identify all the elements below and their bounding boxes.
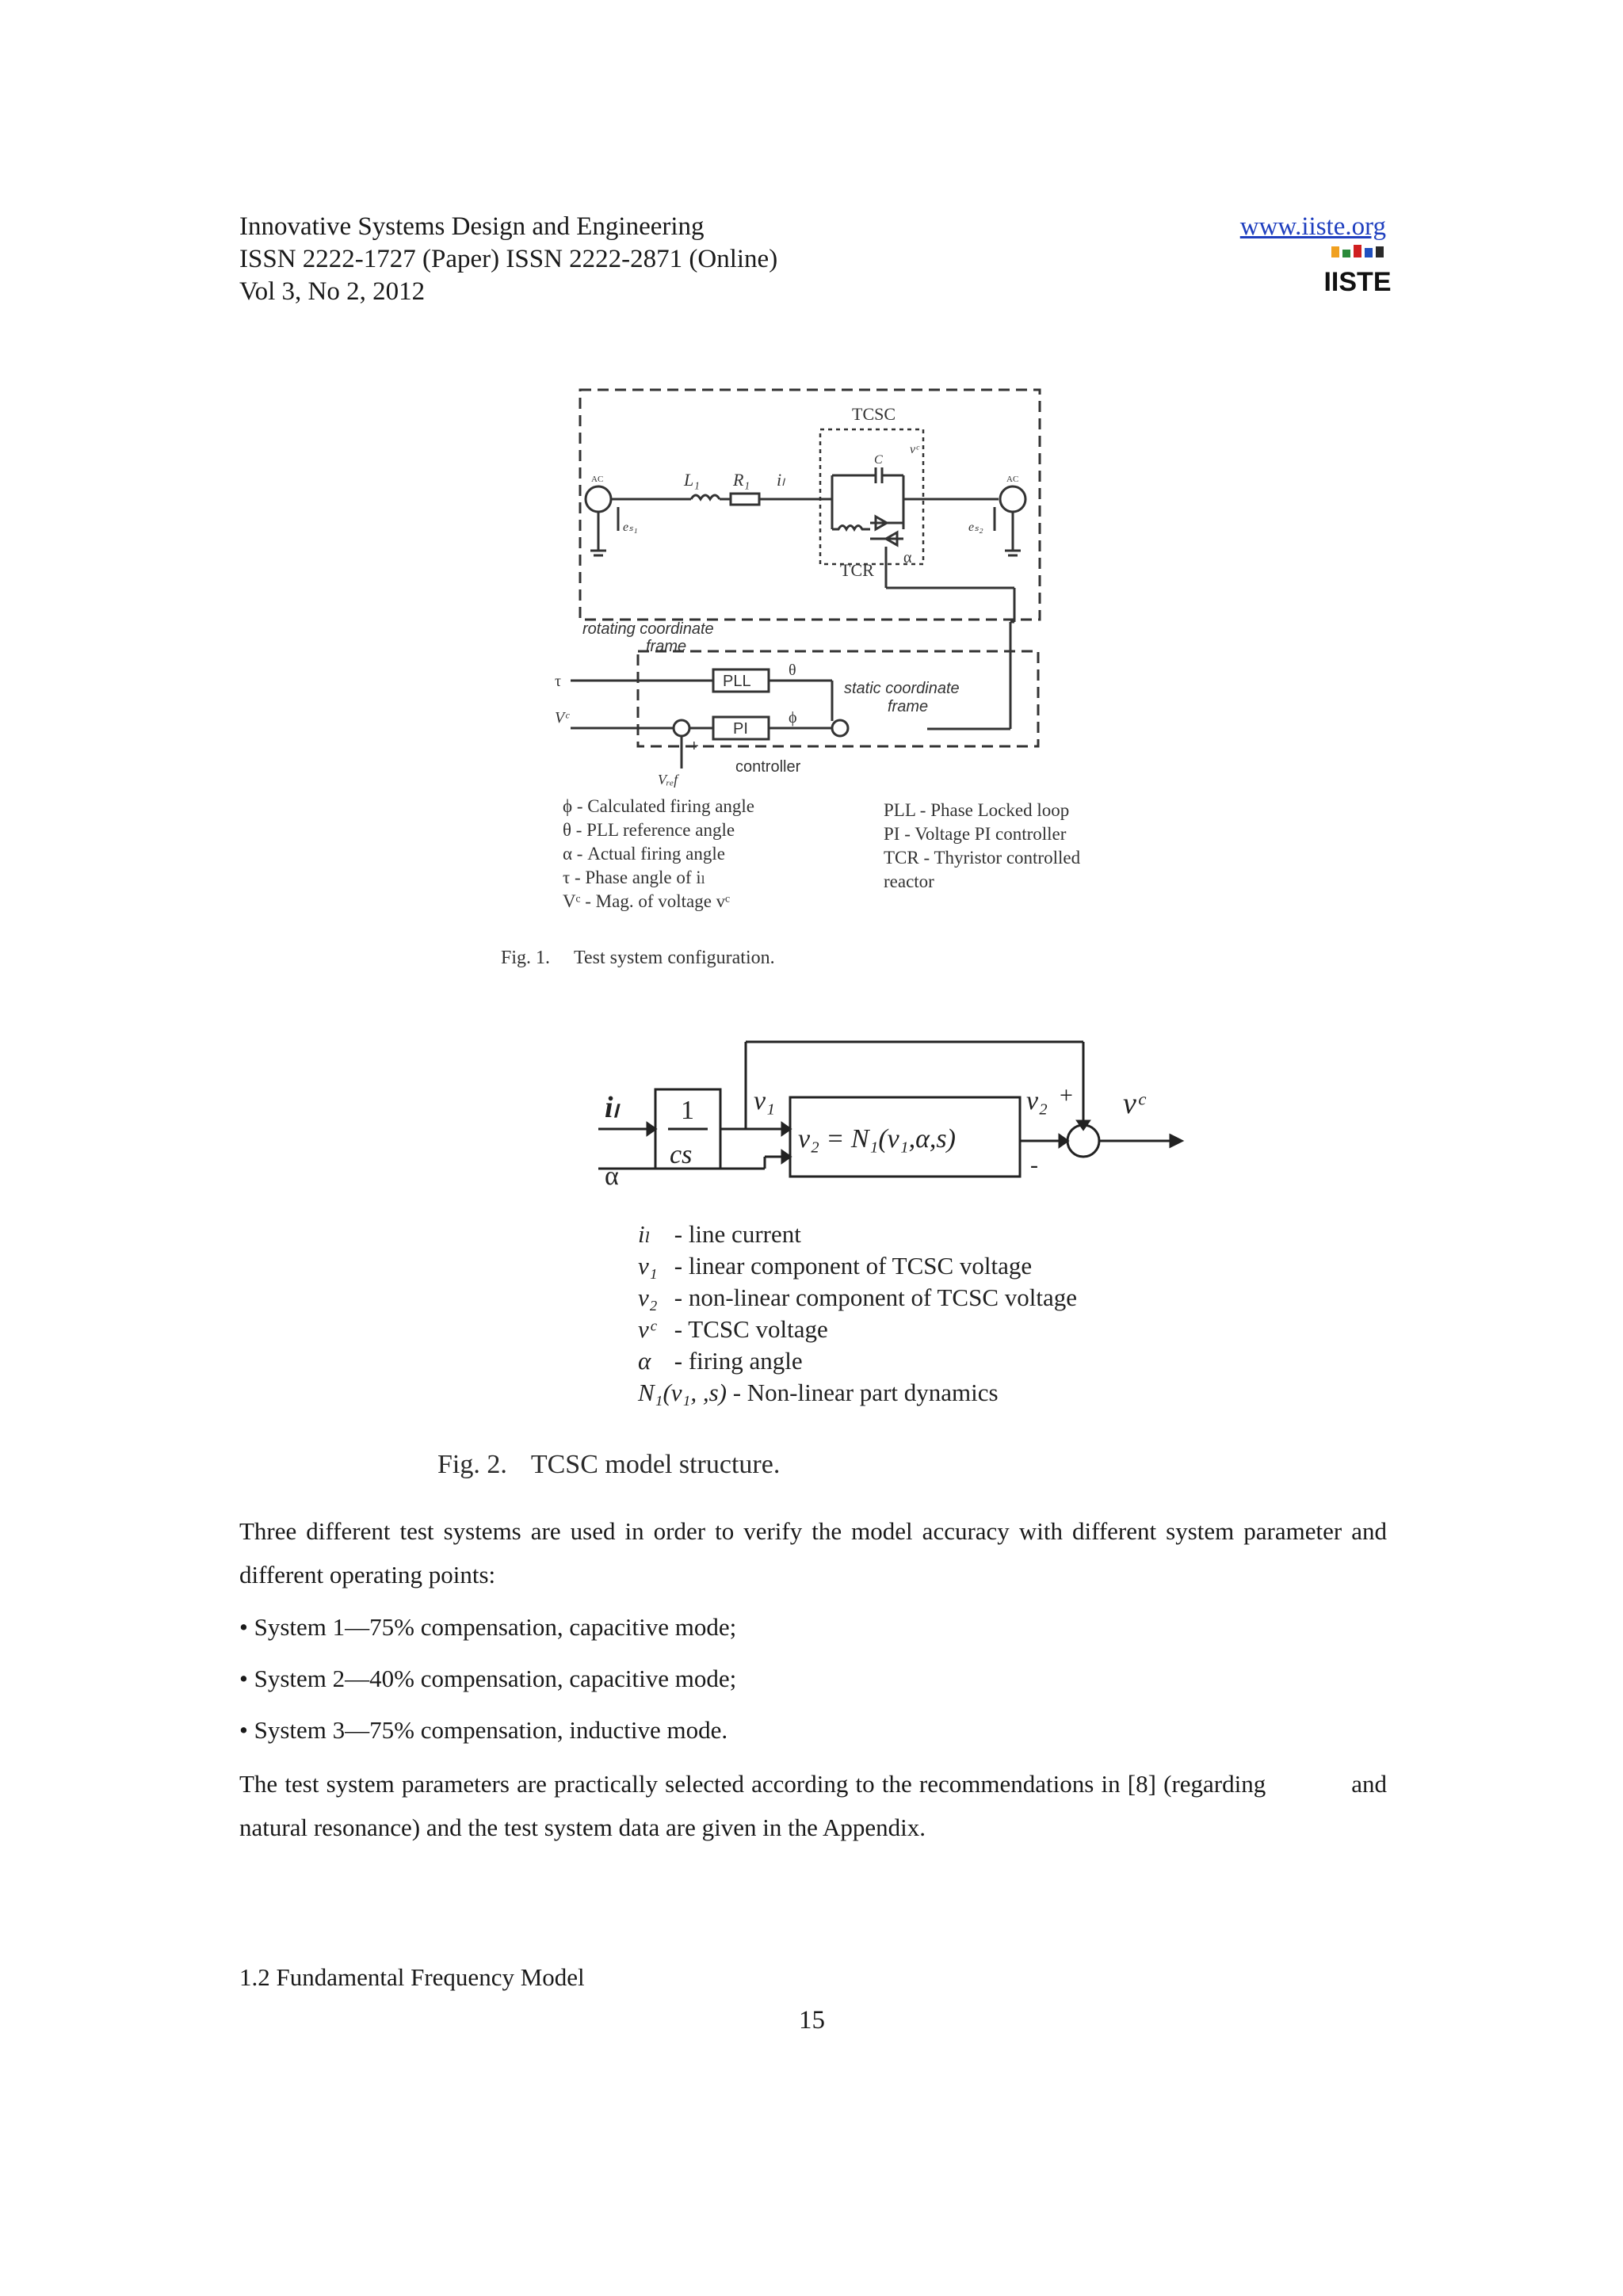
journal-volume: Vol 3, No 2, 2012 [239,277,426,306]
fig1-tcsc-label: TCSC [852,404,896,424]
legend-text: - linear component of TCSC voltage [668,1252,1033,1280]
fig1-tau-label: τ [555,673,562,690]
journal-header [239,211,777,308]
fig1-vc-input-label: Vᶜ [555,709,569,727]
fig1-il-label: iₗ [777,470,785,490]
legend-item: reactor [884,871,934,891]
iiste-logo [1323,245,1392,297]
fig2-v1-label: v₁ [754,1086,775,1116]
legend-symbol: N₁(v₁, ,s) [638,1379,727,1406]
legend-item [638,1377,1077,1409]
fig1-r1-label: R₁ [733,470,750,490]
fig1-legend-left [563,795,754,913]
fig2-il-input: iₗ [605,1091,618,1124]
fig1-c-label: C [874,453,883,467]
fig2-caption-text: TCSC model structure. [530,1450,781,1479]
legend-text: - line current [668,1220,801,1248]
legend-symbol: vᶜ [638,1315,655,1343]
legend-item: ϕ - Calculated firing angle [563,796,755,816]
legend-item [638,1345,1077,1377]
fig2-legend [638,1219,1077,1409]
bullet-system-3: • System 3—75% compensation, inductive mode. [239,1716,728,1744]
legend-item [638,1282,1077,1314]
fig1-es1-label: eₛ₁ [623,521,638,534]
journal-issn: ISSN 2222-1727 (Paper) ISSN 2222-2871 (Online) [239,245,778,273]
paragraph-parameters-part-1: The test system parameters are practically selected according to the recommendations in [8] (regarding [239,1770,1266,1798]
fig1-caption [501,948,775,969]
fig1-es2-label: eₛ₂ [968,521,983,534]
legend-symbol: iₗ [638,1220,651,1248]
legend-item: PI - Voltage PI controller [884,824,1067,844]
fig1-minus-sign: - [672,738,678,755]
figure-1-test-system [555,380,1062,788]
legend-item [638,1314,1077,1345]
fig1-static-label-2: frame [888,698,929,715]
figure-2-model-structure [598,1030,1201,1204]
bullet-system-2: • System 2—40% compensation, capacitive mode; [239,1665,737,1692]
legend-item [638,1250,1077,1282]
fig2-vc-output: vᶜ [1123,1087,1144,1120]
journal-title: Innovative Systems Design and Engineering [239,212,705,241]
fig1-legend-right [884,799,1080,894]
fig2-plus-sign: + [1060,1082,1073,1108]
fig1-alpha-label: α [903,549,912,566]
fig1-pi-block: PI [733,720,748,738]
fig1-pll-block: PLL [723,673,751,690]
legend-text: - non-linear component of TCSC voltage [668,1283,1077,1311]
fig1-vref-label: Vᵣₑf [658,772,678,788]
legend-item: TCR - Thyristor controlled [884,848,1081,868]
fig1-caption-number: Fig. 1. [501,948,551,968]
fig2-alpha-input: α [605,1161,619,1191]
fig1-rotating-label-2: frame [646,638,687,655]
legend-text: - firing angle [668,1347,803,1375]
legend-symbol: v₂ [638,1283,658,1311]
legend-item: PLL - Phase Locked loop [884,800,1070,820]
fig1-caption-text: Test system configuration. [574,948,775,968]
section-heading: 1.2 Fundamental Frequency Model [239,1963,585,1991]
fig2-nonlinear-block: v₂ = N₁(v₁,α,s) [798,1124,956,1154]
fig1-vc-label: vᶜ [910,443,919,456]
legend-symbol: v₁ [638,1252,658,1280]
fig2-block-numerator: 1 [681,1096,694,1125]
paragraph-parameters [239,1762,1387,1849]
fig1-ac1-label: AC [591,475,604,484]
fig1-static-label: static coordinate [844,680,960,697]
page-number: 15 [799,2006,825,2035]
fig2-caption [437,1450,780,1480]
paragraph-parameters-part-2: and natural resonance) and the test system data are given in the Appendix. [239,1770,1387,1841]
paragraph-test-systems: Three different test systems are used in order to verify the model accuracy with different system parameter and different operating points: [239,1517,1387,1589]
legend-item [638,1219,1077,1250]
fig1-l1-label: L₁ [684,470,700,490]
fig1-tcr-label: TCR [840,560,874,580]
bullet-system-1: • System 1—75% compensation, capacitive mode; [239,1613,737,1641]
fig1-rotating-label: rotating coordinate [582,620,714,638]
fig1-plus-sign: + [689,738,699,755]
fig1-theta-label: θ [789,662,796,679]
fig2-caption-number: Fig. 2. [437,1450,507,1479]
journal-url-link[interactable]: www.iiste.org [1239,212,1386,241]
legend-item: θ - PLL reference angle [563,820,735,840]
legend-item: τ - Phase angle of iₗ [563,868,706,887]
fig1-ac2-label: AC [1006,475,1019,484]
fig2-v2-label: v₂ [1026,1086,1048,1116]
svg-text:IISTE: IISTE [1323,267,1392,297]
fig2-minus-sign: - [1030,1152,1038,1178]
fig1-phi-label: ϕ [789,709,797,727]
legend-item: Vᶜ - Mag. of voltage vᶜ [563,891,731,911]
fig2-block-denominator: cs [670,1140,693,1169]
legend-text: - TCSC voltage [668,1315,828,1343]
legend-item: α - Actual firing angle [563,844,725,864]
legend-symbol: α [638,1347,651,1375]
legend-text: - Non-linear part dynamics [726,1379,999,1406]
fig1-controller-label: controller [735,758,801,776]
